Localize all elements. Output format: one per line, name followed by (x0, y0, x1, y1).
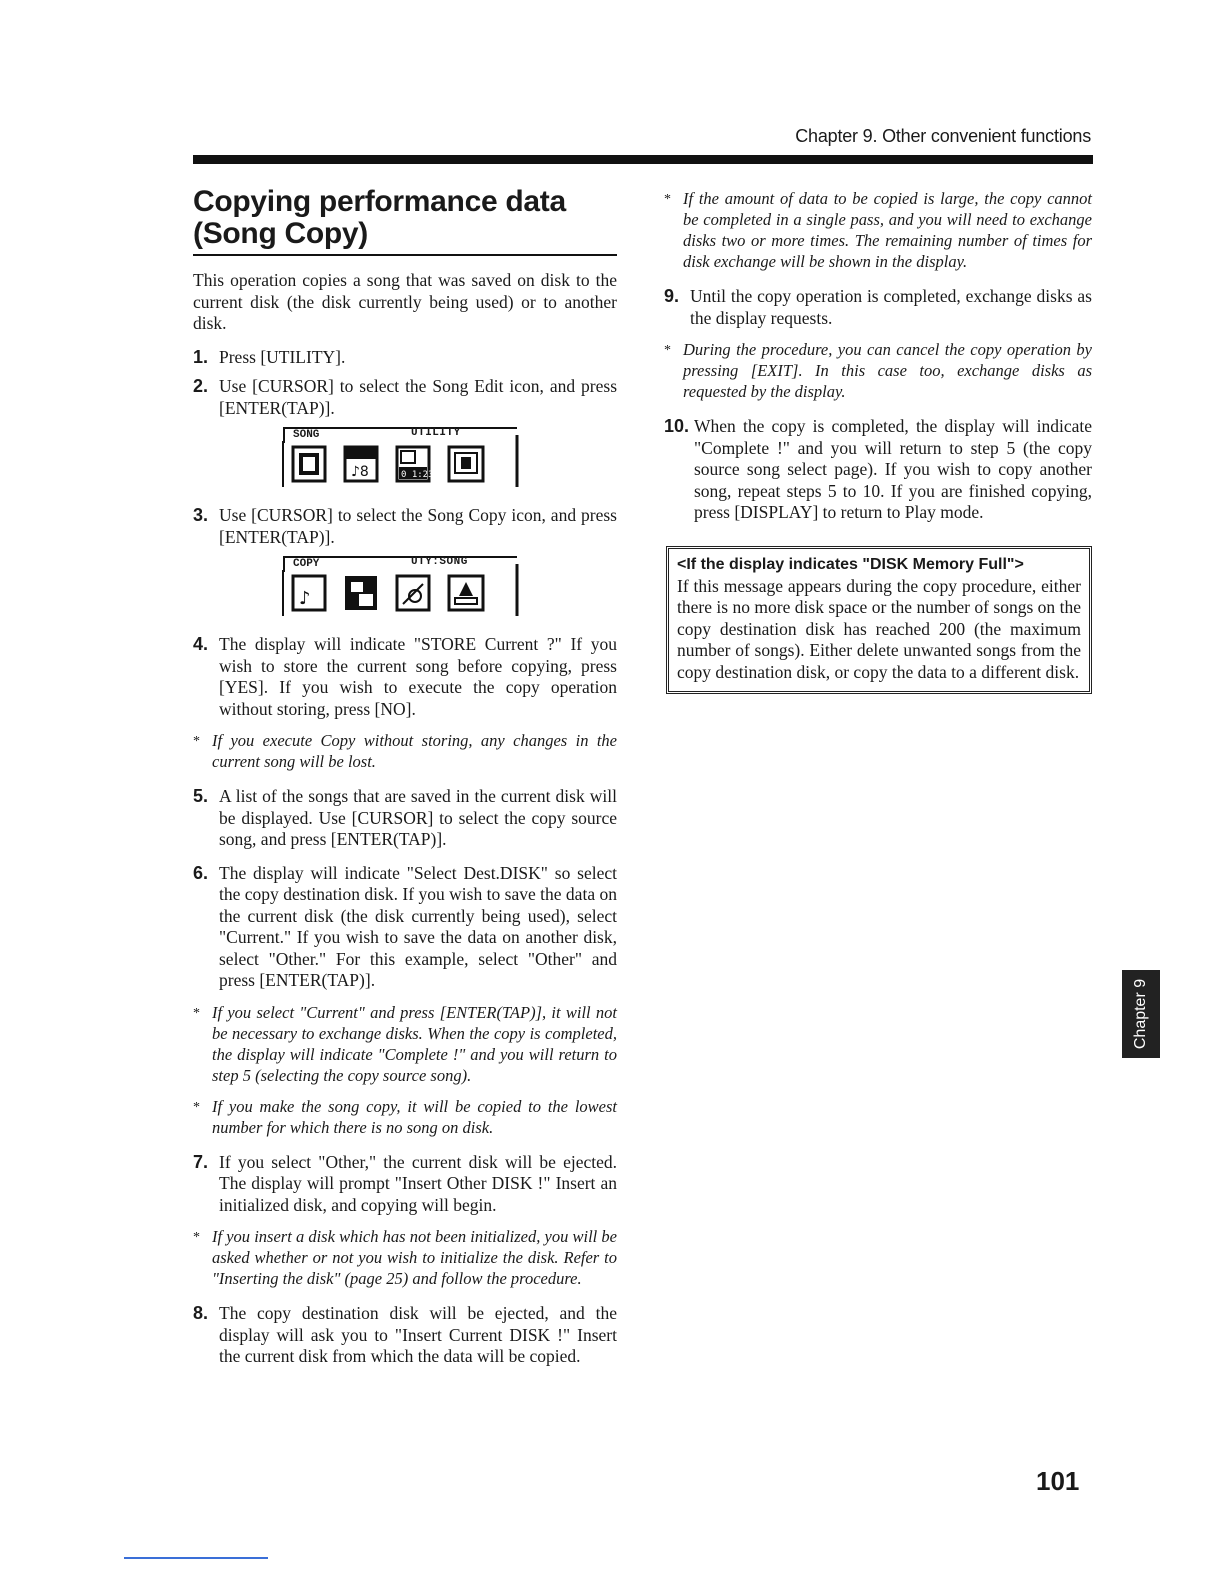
step-text: If you select "Other," the current disk will be ejected. The display will prompt "Insert Other DISK !" Insert an initialized disk, and copying will begin. (219, 1151, 617, 1215)
side-tab-label: Chapter 9 (1132, 978, 1150, 1050)
note-step-8 (664, 188, 1092, 272)
step-3 (193, 505, 617, 548)
lcd-header (283, 556, 517, 572)
song-copy-icon (449, 447, 483, 481)
section-title-line2: (Song Copy) (193, 217, 369, 250)
step-text: Press [UTILITY]. (219, 346, 346, 367)
step-9 (664, 286, 1092, 329)
left-column (193, 186, 617, 1368)
song-list-icon (345, 576, 377, 610)
chapter-side-tab (1122, 970, 1160, 1058)
step-number: 4. (193, 634, 209, 654)
step-number: 1. (193, 346, 209, 367)
footer-line (124, 1557, 268, 1559)
song-edit-icon (293, 447, 325, 481)
erase-icon (449, 576, 483, 610)
step-number: 5. (193, 786, 209, 806)
note-star: * (193, 1099, 200, 1115)
note-text: If the amount of data to be copied is large, the copy cannot be completed in a single pass, and you will need to exchange disks two or more times. The remaining number of times for disk exchange will be shown in the display. (683, 189, 1092, 271)
svg-text:0 1:23: 0 1:23 (401, 470, 434, 480)
intro-paragraph: This operation copies a song that was saved on disk to the current disk (the disk currently being used) or to another disk. (193, 270, 617, 333)
step-6 (193, 863, 617, 992)
lcd-utility-screen (279, 427, 521, 499)
step-5 (193, 786, 617, 851)
step-number: 7. (193, 1151, 209, 1172)
song-info-icon (345, 447, 377, 481)
lcd-label: SONG (293, 429, 320, 441)
step-text: A list of the songs that are saved in the current disk will be displayed. Use [CURSOR] to select the copy source song, and press [ENTER(TAP)]. (219, 786, 617, 849)
lcd-label: COPY (293, 558, 320, 570)
note-text: If you select "Current" and press [ENTER(TAP)], it will not be necessary to exchange disks. When the copy is completed, the display will indicate "Complete !" and you will return to step 5 (selecting the copy source song). (212, 1002, 617, 1085)
disk-memory-full-box (666, 546, 1092, 695)
chapter-header: Chapter 9. Other convenient functions (795, 126, 1091, 146)
step-2 (193, 376, 617, 419)
section-title-line1: Copying performance data (193, 185, 566, 218)
infobox-body: If this message appears during the copy procedure, either there is no more disk space or the number of songs on the copy destination disk has reached 200 (the maximum number of songs). Either delete unwanted songs from the copy destination disk, or copy the data to a different disk. (677, 575, 1081, 682)
lcd-mode: UTILITY (411, 427, 461, 439)
note-step-6b (193, 1096, 617, 1138)
section-title (193, 186, 617, 256)
step-number: 6. (193, 862, 209, 883)
note-step-6a (193, 1002, 617, 1086)
step-text: Use [CURSOR] to select the Song Copy icon, and press [ENTER(TAP)]. (219, 505, 617, 547)
lcd-song-utility-screen (279, 556, 521, 628)
step-number: 2. (193, 376, 209, 396)
note-text: If you insert a disk which has not been initialized, you will be asked whether or not you wish to initialize the disk. Refer to "Inserting the disk" (page 25) and follow the procedure. (212, 1227, 617, 1288)
delete-icon (397, 576, 429, 610)
note-text: During the procedure, you can cancel the copy operation by pressing [EXIT]. In this case too, exchange disks as requested by the display. (683, 340, 1092, 401)
step-4 (193, 634, 617, 720)
right-column (664, 186, 1092, 694)
note-star: * (193, 1005, 200, 1021)
note-step-4 (193, 730, 617, 772)
step-number: 10. (664, 416, 690, 436)
note-step-7 (193, 1226, 617, 1289)
page-number: 101 (1036, 1466, 1080, 1496)
infobox-title: <If the display indicates "DISK Memory Full"> (677, 555, 1024, 573)
note-star: * (664, 343, 671, 358)
lcd-header (283, 427, 517, 443)
step-number: 8. (193, 1303, 209, 1323)
note-text: If you execute Copy without storing, any changes in the current song will be lost. (212, 731, 617, 771)
step-1 (193, 347, 617, 369)
svg-text:♪: ♪ (299, 588, 311, 609)
svg-text:♪8: ♪8 (351, 464, 369, 480)
step-7 (193, 1152, 617, 1217)
lcd-mode: UTY:SONG (411, 556, 468, 568)
step-text: Use [CURSOR] to select the Song Edit icon, and press [ENTER(TAP)]. (219, 376, 617, 418)
step-8 (193, 1303, 617, 1368)
step-text: Until the copy operation is completed, exchange disks as the display requests. (690, 286, 1092, 328)
step-10 (664, 416, 1092, 524)
header-rule (193, 155, 1093, 164)
note-star: * (193, 734, 200, 749)
step-text: The copy destination disk will be ejected, and the display will ask you to "Insert Current DISK !" Insert the current disk from which the data will be copied. (219, 1303, 617, 1366)
copy-icon (293, 576, 325, 610)
step-text: The display will indicate "STORE Current ?" If you wish to store the current song before copying, press [YES]. If you wish to execute the copy operation without storing, press [NO]. (219, 634, 617, 719)
song-time-icon (397, 447, 434, 481)
step-number: 9. (664, 286, 680, 306)
step-text: The display will indicate "Select Dest.DISK" so select the copy destination disk. If you wish to save the data on the current disk (the disk currently being used), select "Current." If you wish to save the data on another disk, select "Other." For this example, select "Other" and press [ENTER(TAP)]. (219, 862, 617, 990)
note-star: * (664, 192, 671, 207)
step-number: 3. (193, 505, 209, 525)
step-text: When the copy is completed, the display will indicate "Complete !" and you will return to step 5 (the copy source song select page). If you wish to copy another song, repeat steps 5 to 10. If you are finished copying, press [DISPLAY] to return to Play mode. (694, 416, 1092, 522)
note-text: If you make the song copy, it will be copied to the lowest number for which there is no song on disk. (212, 1096, 617, 1137)
note-star: * (193, 1230, 200, 1245)
note-step-9 (664, 339, 1092, 402)
